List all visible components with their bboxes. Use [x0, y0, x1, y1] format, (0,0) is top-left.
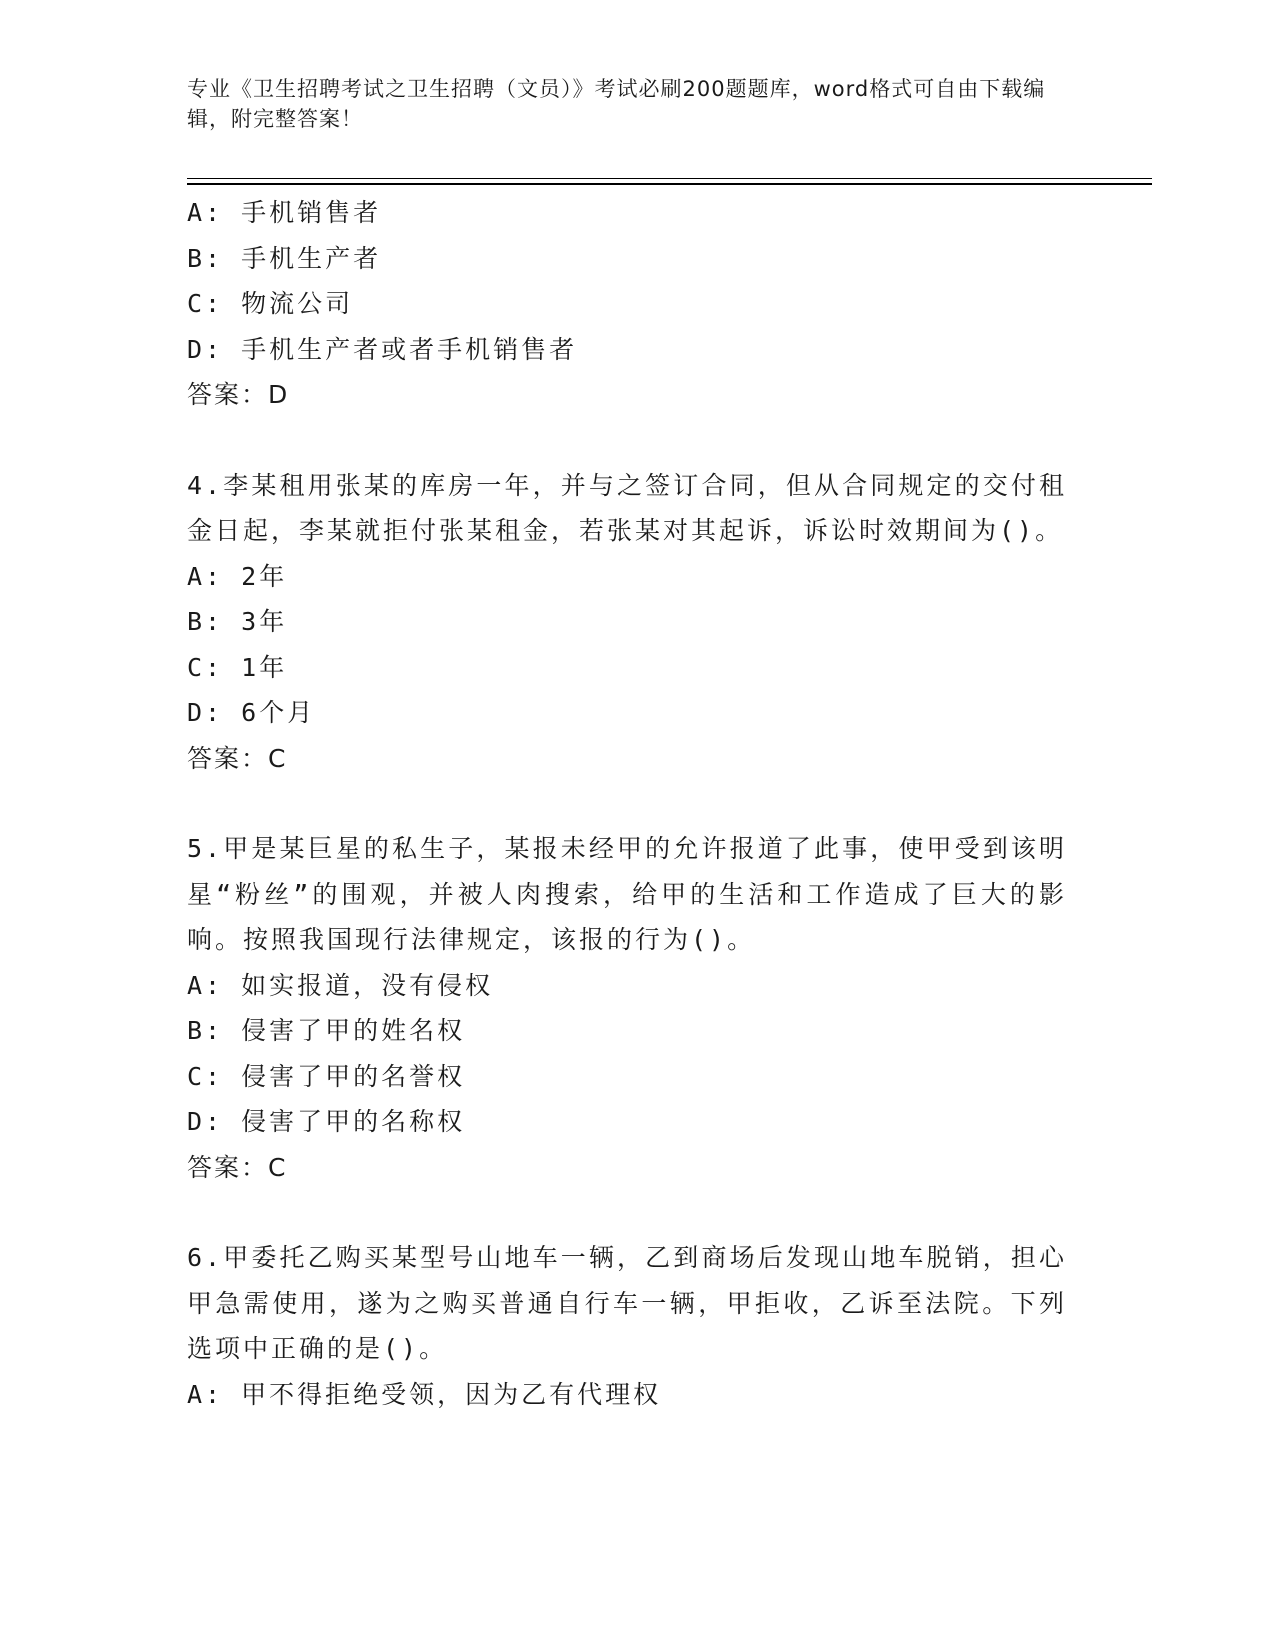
question-4-block	[187, 463, 1067, 782]
option-c: C: 侵害了甲的名誉权	[187, 1061, 466, 1091]
option-c: C: 物流公司	[187, 289, 354, 318]
question-6-block	[187, 1235, 1067, 1417]
question-spacer	[187, 418, 1067, 463]
option-a: A: 2年	[187, 561, 288, 591]
answer-line: 答案：C	[187, 743, 288, 773]
question-3-block	[187, 190, 1067, 418]
header-divider	[187, 178, 1152, 179]
option-a: A: 手机销售者	[187, 198, 382, 227]
question-spacer	[187, 781, 1067, 826]
option-b: B: 侵害了甲的姓名权	[187, 1016, 466, 1045]
question-stem: 6.甲委托乙购买某型号山地车一辆，乙到商场后发现山地车脱销，担心甲急需使用，遂为之购买普通自行车一辆，甲拒收，乙诉至法院。下列选项中正确的是()。	[187, 1243, 1067, 1363]
option-b: B: 手机生产者	[187, 243, 382, 273]
answer-line: 答案：D	[187, 380, 290, 409]
question-list	[187, 190, 1067, 1417]
option-c: C: 1年	[187, 652, 288, 682]
option-a: A: 甲不得拒绝受领，因为乙有代理权	[187, 1379, 662, 1409]
question-stem: 4.李某租用张某的库房一年，并与之签订合同，但从合同规定的交付租金日起，李某就拒付张某租金，若张某对其起诉，诉讼时效期间为()。	[187, 470, 1067, 545]
answer-line: 答案：C	[187, 1152, 288, 1182]
option-d: D: 6个月	[187, 698, 316, 727]
question-spacer	[187, 1190, 1067, 1235]
option-b: B: 3年	[187, 607, 288, 636]
option-d: D: 手机生产者或者手机销售者	[187, 334, 578, 364]
question-5-block	[187, 826, 1067, 1190]
option-d: D: 侵害了甲的名称权	[187, 1107, 466, 1136]
document-intro: 专业《卫生招聘考试之卫生招聘（文员）》考试必刷200题题库，word格式可自由下载编辑，附完整答案！	[187, 77, 1046, 131]
question-stem: 5.甲是某巨星的私生子，某报未经甲的允许报道了此事，使甲受到该明星“粉丝”的围观，并被人肉搜索，给甲的生活和工作造成了巨大的影响。按照我国现行法律规定，该报的行为()。	[187, 834, 1067, 954]
option-a: A: 如实报道，没有侵权	[187, 970, 494, 1000]
header-divider-thick	[187, 183, 1152, 185]
